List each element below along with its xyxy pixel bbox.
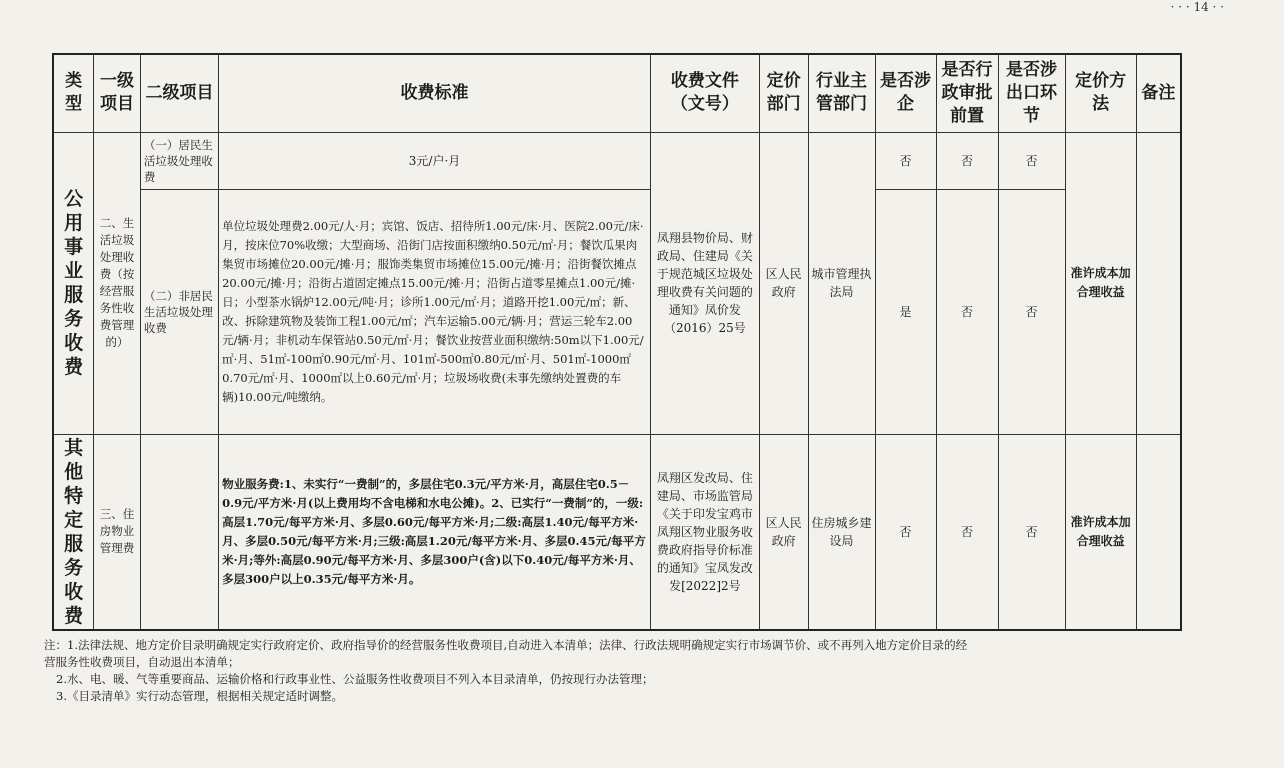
admin-approval-cell: 否 bbox=[936, 434, 998, 630]
table-row bbox=[53, 132, 1181, 189]
header-admin-approval: 是否行政审批前置 bbox=[936, 54, 998, 132]
level2-cell: （一）居民生活垃圾处理收费 bbox=[140, 132, 218, 189]
export-cell: 否 bbox=[998, 189, 1065, 434]
standard-cell: 物业服务费:1、未实行“一费制”的，多层住宅0.3元/平方米·月，高层住宅0.5－0.9元/平方米·月(以上费用均不含电梯和水电公摊)。2、已实行“一费制”的，一级:高层1.70元/每平方米·月、多层0.60元/每平方米·月;二级:高层1.40元/每平方米·月、多层0.50元/每平方米·月;三级:高层1.20元/每平方米·月、多层0.45元/每平方米·月;等外:高层0.90元/每平方米·月、多层300户(含)以下0.40元/每平方米·月、多层300户以上0.35元/每平方米·月。 bbox=[219, 434, 651, 630]
header-export: 是否涉出口环节 bbox=[998, 54, 1065, 132]
header-level2: 二级项目 bbox=[140, 54, 218, 132]
footnotes bbox=[44, 637, 1224, 705]
page-number-mark: · · · 14 · · bbox=[1170, 0, 1224, 14]
fee-table bbox=[52, 53, 1182, 631]
type-cell: 公用事业服务收费 bbox=[53, 132, 94, 434]
pricing-dept-cell: 区人民政府 bbox=[759, 434, 808, 630]
remarks-cell bbox=[1136, 434, 1181, 630]
pricing-method-cell: 准许成本加合理收益 bbox=[1065, 132, 1136, 434]
header-pricing-dept: 定价部门 bbox=[759, 54, 808, 132]
level1-cell: 三、住房物业管理费 bbox=[94, 434, 141, 630]
industry-dept-cell: 城市管理执法局 bbox=[808, 132, 875, 434]
pricing-dept-cell: 区人民政府 bbox=[759, 132, 808, 434]
level2-cell: （二）非居民生活垃圾处理收费 bbox=[140, 189, 218, 434]
table-row bbox=[53, 189, 1181, 434]
note-1-continued: 营服务性收费项目，自动退出本清单； bbox=[44, 655, 240, 669]
document-cell: 凤翔区发改局、住建局、市场监管局《关于印发宝鸡市凤翔区物业服务收费政府指导价标准的通知》宝凤发改发[2022]2号 bbox=[651, 434, 760, 630]
header-standard: 收费标准 bbox=[219, 54, 651, 132]
header-type: 类型 bbox=[53, 54, 94, 132]
admin-approval-cell: 否 bbox=[936, 189, 998, 434]
header-involves-enterprise: 是否涉企 bbox=[875, 54, 936, 132]
note-3: 3.《目录清单》实行动态管理，根据相关规定适时调整。 bbox=[56, 689, 343, 703]
involves-enterprise-cell: 否 bbox=[875, 132, 936, 189]
header-level1: 一级项目 bbox=[94, 54, 141, 132]
admin-approval-cell: 否 bbox=[936, 132, 998, 189]
header-industry-dept: 行业主管部门 bbox=[808, 54, 875, 132]
header-remarks: 备注 bbox=[1136, 54, 1181, 132]
level2-cell bbox=[140, 434, 218, 630]
table-row bbox=[53, 434, 1181, 630]
industry-dept-cell: 住房城乡建设局 bbox=[808, 434, 875, 630]
standard-cell: 单位垃圾处理费2.00元/人·月；宾馆、饭店、招待所1.00元/床·月、医院2.00元/床·月，按床位70%收缴；大型商场、沿街门店按面积缴纳0.50元/㎡·月；餐饮瓜果肉集贸市场摊位20.00元/摊·月；服饰类集贸市场摊位15.00元/摊·月；沿街餐饮摊点20.00元/摊·月；沿街占道固定摊点15.00元/摊·月；沿街占道零星摊点1.00元/摊·日；小型茶水锅炉12.00元/吨·月；诊所1.00元/㎡·月；道路开挖1.00元/㎡；新、改、拆除建筑物及装饰工程1.00元/㎡；汽车运输5.00元/辆·月；营运三轮车2.00元/辆·月；非机动车保管站0.50元/㎡·月；餐饮业按营业面积缴纳:50m以下1.00元/㎡·月、51㎡-100㎡0.90元/㎡·月、101㎡-500㎡0.80元/㎡·月、501㎡-1000㎡0.70元/㎡·月、1000㎡以上0.60元/㎡·月；垃圾场收费(未事先缴纳处置费的车辆)10.00元/吨缴纳。 bbox=[219, 189, 651, 434]
note-2: 2.水、电、暖、气等重要商品、运输价格和行政事业性、公益服务性收费项目不列入本目录清单，仍按现行办法管理； bbox=[56, 672, 654, 686]
level1-cell: 二、生活垃圾处理收费（按经营服务性收费管理的） bbox=[94, 132, 141, 434]
header-pricing-method: 定价方法 bbox=[1065, 54, 1136, 132]
involves-enterprise-cell: 是 bbox=[875, 189, 936, 434]
pricing-method-cell: 准许成本加合理收益 bbox=[1065, 434, 1136, 630]
export-cell: 否 bbox=[998, 132, 1065, 189]
document-cell: 凤翔县物价局、财政局、住建局《关于规范城区垃圾处理收费有关问题的通知》凤价发（2016）25号 bbox=[651, 132, 760, 434]
involves-enterprise-cell: 否 bbox=[875, 434, 936, 630]
type-cell: 其他特定服务收费 bbox=[53, 434, 94, 630]
standard-cell: 3元/户·月 bbox=[219, 132, 651, 189]
header-document: 收费文件（文号） bbox=[651, 54, 760, 132]
note-1: 注：1.法律法规、地方定价目录明确规定实行政府定价、政府指导价的经营服务性收费项目,自动进入本清单；法律、行政法规明确规定实行市场调节价、或不再列入地方定价目录的经 bbox=[44, 638, 968, 652]
remarks-cell bbox=[1136, 132, 1181, 434]
export-cell: 否 bbox=[998, 434, 1065, 630]
header-row bbox=[53, 54, 1181, 132]
